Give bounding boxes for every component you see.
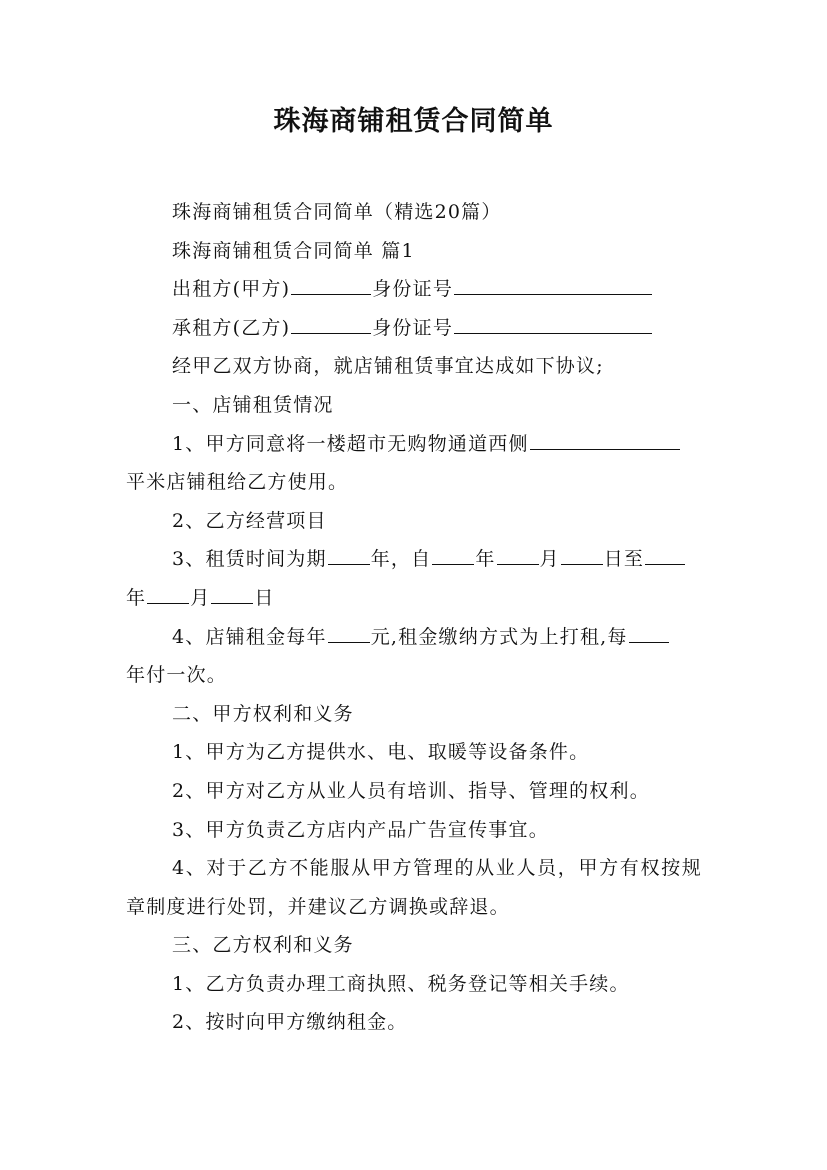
section-1-heading: 一、店铺租赁情况 <box>172 393 334 416</box>
start-month-blank[interactable] <box>497 563 539 565</box>
clause-1-1-continued: 平米店铺租给乙方使用。 <box>126 471 349 494</box>
end-month-blank[interactable] <box>147 602 189 604</box>
clause-3-2: 2、按时向甲方缴纳租金。 <box>172 1011 408 1034</box>
clause-3-1: 1、乙方负责办理工商执照、税务登记等相关手续。 <box>172 972 630 995</box>
clause-1-4 <box>126 618 702 657</box>
lessor-name-blank[interactable] <box>291 293 371 295</box>
lessee-id-label: 身份证号 <box>372 316 454 339</box>
annual-rent-blank[interactable] <box>328 641 370 643</box>
end-year-blank-a[interactable] <box>645 563 685 565</box>
lessor-label: 出租方(甲方) <box>172 278 291 301</box>
clause-1-3-part-2: 年，自 <box>370 548 432 571</box>
clause-1-4-part-1: 4、店铺租金每年 <box>172 625 327 648</box>
lessee-name-blank[interactable] <box>291 332 371 334</box>
clause-1-3-continued <box>126 579 702 618</box>
article-label: 珠海商铺租赁合同简单 篇1 <box>172 239 415 262</box>
clause-1-3 <box>126 540 702 579</box>
shop-area-blank[interactable] <box>530 448 680 450</box>
lessee-id-blank[interactable] <box>454 332 652 334</box>
clause-2-3: 3、甲方负责乙方店内产品广告宣传事宜。 <box>172 818 549 841</box>
payment-interval-blank[interactable] <box>629 641 669 643</box>
clause-2-2: 2、甲方对乙方从业人员有培训、指导、管理的权利。 <box>172 779 650 802</box>
document-title: 珠海商铺租赁合同简单 <box>273 106 554 137</box>
clause-2-1: 1、甲方为乙方提供水、电、取暖等设备条件。 <box>172 741 590 764</box>
clause-1-3-part-7: 月 <box>190 586 211 609</box>
clause-1-3-part-4: 月 <box>539 548 560 571</box>
clause-1-1 <box>126 425 702 464</box>
document-subtitle: 珠海商铺租赁合同简单（精选20篇） <box>172 201 502 223</box>
agreement-intro: 经甲乙双方协商，就店铺租赁事宜达成如下协议; <box>172 355 604 378</box>
clause-2-4: 4、对于乙方不能服从甲方管理的从业人员，甲方有权按规章制度进行处罚，并建议乙方调换或辞退。 <box>126 857 702 918</box>
clause-1-3-part-8: 日 <box>254 586 275 609</box>
clause-1-3-part-6: 年 <box>126 586 147 609</box>
end-day-blank[interactable] <box>211 602 253 604</box>
clause-1-4-part-2: 元,租金缴纳方式为上打租,每 <box>370 625 628 648</box>
clause-1-3-part-3: 年 <box>475 548 496 571</box>
lessee-line <box>126 309 702 348</box>
start-day-blank[interactable] <box>561 563 603 565</box>
clause-1-4-continued: 年付一次。 <box>126 664 228 687</box>
clause-1-2: 2、乙方经营项目 <box>172 509 327 532</box>
lessee-label: 承租方(乙方) <box>172 316 291 339</box>
clause-1-1-text: 1、甲方同意将一楼超市无购物通道西侧 <box>172 432 529 455</box>
lessor-id-blank[interactable] <box>454 293 652 295</box>
start-year-blank[interactable] <box>432 563 474 565</box>
clause-1-3-part-1: 3、租赁时间为期 <box>172 548 327 571</box>
section-3-heading: 三、乙方权利和义务 <box>172 934 354 957</box>
term-years-blank[interactable] <box>328 563 370 565</box>
clause-1-3-part-5: 日至 <box>603 548 645 571</box>
lessor-id-label: 身份证号 <box>372 278 454 301</box>
lessor-line <box>126 270 702 309</box>
document-body <box>126 193 702 1042</box>
section-2-heading: 二、甲方权利和义务 <box>172 702 354 725</box>
